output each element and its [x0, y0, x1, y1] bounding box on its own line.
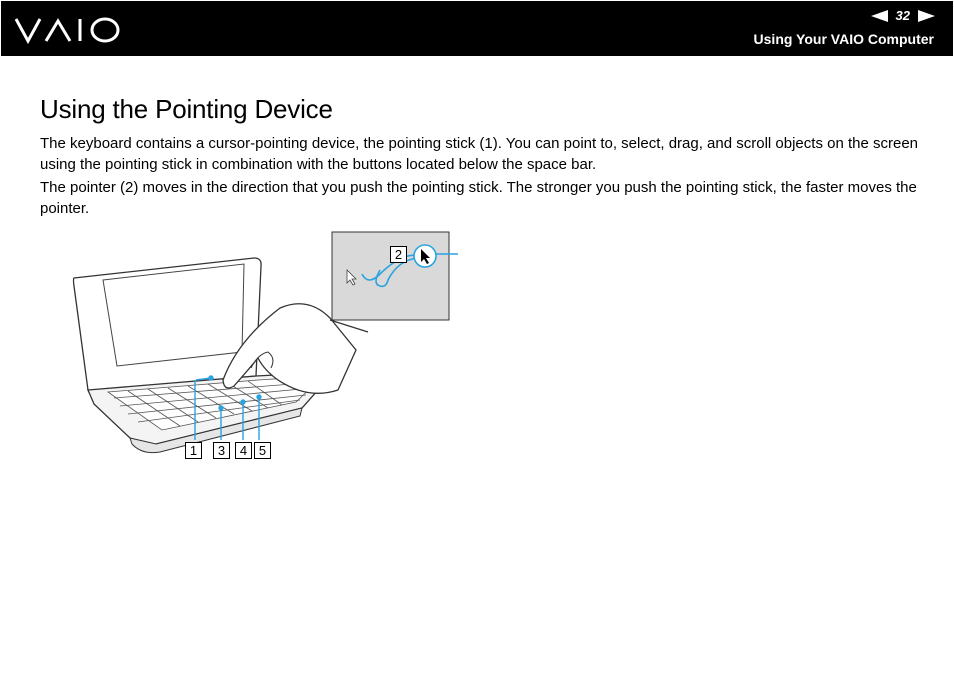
- page-navigation: [871, 8, 935, 23]
- page-title: Using the Pointing Device: [40, 94, 333, 124]
- callout-5: 5: [254, 442, 271, 459]
- callout-3: 3: [213, 442, 230, 459]
- callout-1: 1: [185, 442, 202, 459]
- triangle-right-icon[interactable]: [918, 10, 935, 22]
- laptop-illustration: [68, 230, 488, 465]
- pointing-device-illustration: [68, 230, 488, 465]
- triangle-left-icon[interactable]: [871, 10, 888, 22]
- section-title: Using Your VAIO Computer: [753, 31, 934, 47]
- vaio-logo: [14, 15, 122, 45]
- paragraph-1: The keyboard contains a cursor-pointing device, the pointing stick (1). You can point to, select, drag, and scroll objects on the screen using the pointing stick in combination with the buttons located below the space bar.: [40, 135, 919, 173]
- callout-2: 2: [390, 246, 407, 263]
- paragraph-2: The pointer (2) moves in the direction that you push the pointing stick. The stronger you push the pointing stick, the faster moves the pointer.: [40, 179, 917, 217]
- callout-4: 4: [235, 442, 252, 459]
- page-header: [1, 1, 953, 56]
- page-number: 32: [895, 8, 910, 23]
